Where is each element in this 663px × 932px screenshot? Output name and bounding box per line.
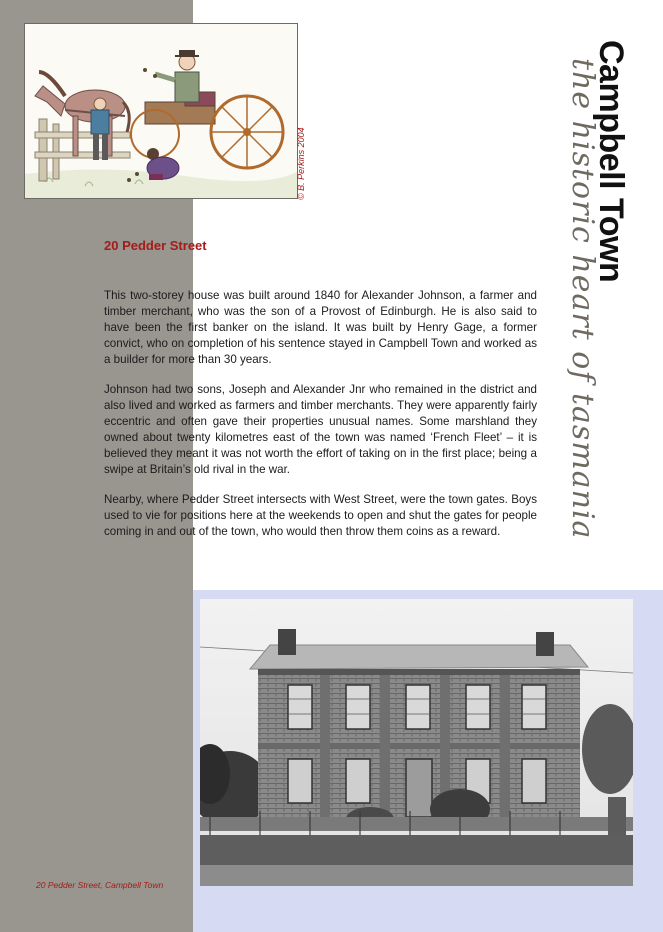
article-body	[104, 288, 537, 554]
paragraph: Johnson had two sons, Joseph and Alexander Jnr who remained in the district and also lived and worked as farmers and timber merchants. They were apparently fairly eccentric and often gave their properties unusual names. Some marshland they owned about twenty kilometres east of the town was named ‘French Fleet’ – it is believed they meant it was not worth the effort of taking on in the first place; being a swipe at Britain’s old rival in the war.	[104, 383, 537, 476]
house-photograph	[200, 599, 633, 886]
photo-caption: 20 Pedder Street, Campbell Town	[36, 880, 164, 890]
page-title: 20 Pedder Street	[104, 238, 207, 253]
paragraph: Nearby, where Pedder Street intersects with West Street, were the town gates. Boys used to vie for positions here at the weekends to open and shut the gates for people coming in and out of the town, who would then throw them coins as a reward.	[104, 493, 537, 538]
brand-subtitle: the historic heart of tasmania	[565, 58, 600, 540]
illustration-credit: © B. Perkins 2004	[296, 127, 306, 200]
illustration-sketch	[24, 23, 298, 199]
paragraph: This two-storey house was built around 1840 for Alexander Johnson, a farmer and timber merchant, who was the son of a Provost of Edinburgh. He is also said to have been the first banker on the island. It was built by Henry Gage, a former convict, who on completion of his sentence stayed in Campbell Town and worked as a builder for more than 30 years.	[104, 289, 537, 366]
brand-title: Campbell Town	[592, 40, 630, 283]
